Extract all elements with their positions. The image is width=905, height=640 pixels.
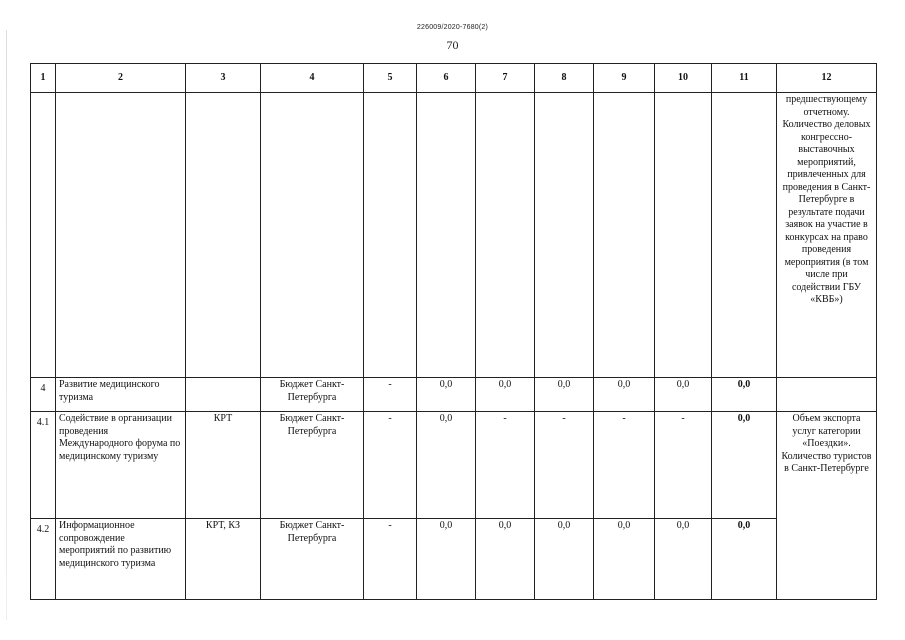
funding-source: Бюджет Санкт-Петербурга (261, 378, 364, 412)
executor: КРТ (186, 412, 261, 519)
col-header-7: 7 (476, 64, 535, 93)
row-number: 4.2 (31, 519, 56, 600)
value-col-6: 0,0 (417, 378, 476, 412)
value-col-9: 0,0 (594, 519, 655, 600)
value-col-5: - (364, 519, 417, 600)
measure-name: Содействие в организации проведения Международного форума по медицинскому туризму (56, 412, 186, 519)
measure-name: Развитие медицинского туризма (56, 378, 186, 412)
indicator (777, 378, 877, 412)
value-col-11: 0,0 (712, 519, 777, 600)
value-col-8: 0,0 (535, 519, 594, 600)
value-col-9: 0,0 (594, 378, 655, 412)
col-header-4: 4 (261, 64, 364, 93)
col-header-3: 3 (186, 64, 261, 93)
executor (186, 378, 261, 412)
row-number: 4.1 (31, 412, 56, 519)
value-col-5: - (364, 412, 417, 519)
value-col-11: 0,0 (712, 412, 777, 519)
col-header-8: 8 (535, 64, 594, 93)
funding-source: Бюджет Санкт-Петербурга (261, 519, 364, 600)
scan-edge-line (6, 30, 7, 620)
row-number: 4 (31, 378, 56, 412)
col-header-5: 5 (364, 64, 417, 93)
table-row (31, 412, 877, 519)
value-col-7: 0,0 (476, 378, 535, 412)
value-col-9: - (594, 412, 655, 519)
col-header-2: 2 (56, 64, 186, 93)
value-col-5: - (364, 378, 417, 412)
col-header-12: 12 (777, 64, 877, 93)
table-row (31, 519, 877, 600)
table-row-continuation (31, 93, 877, 378)
header-row (31, 64, 877, 93)
value-col-10: 0,0 (655, 378, 712, 412)
page-number: 70 (446, 38, 459, 52)
value-col-11: 0,0 (712, 378, 777, 412)
value-col-8: - (535, 412, 594, 519)
value-col-6: 0,0 (417, 412, 476, 519)
table-row (31, 378, 877, 412)
col-header-1: 1 (31, 64, 56, 93)
col-header-11: 11 (712, 64, 777, 93)
col-header-10: 10 (655, 64, 712, 93)
indicator-continuation-text: предшествующему отчетному. Количество деловых конгрессно-выставочных мероприятий, привлеченных для проведения в Санкт-Петербурге в результате подачи заявок на участие в конкурсах на право проведения мероприятия (в том числе при содействии ГБУ «КВБ») (777, 93, 877, 378)
col-header-9: 9 (594, 64, 655, 93)
value-col-7: 0,0 (476, 519, 535, 600)
document-id: 226009/2020-7680(2) (416, 24, 489, 31)
value-col-10: - (655, 412, 712, 519)
value-col-7: - (476, 412, 535, 519)
funding-source: Бюджет Санкт-Петербурга (261, 412, 364, 519)
value-col-8: 0,0 (535, 378, 594, 412)
measure-name: Информационное сопровождение мероприятий по развитию медицинского туризма (56, 519, 186, 600)
program-table (30, 63, 877, 600)
value-col-6: 0,0 (417, 519, 476, 600)
executor: КРТ, КЗ (186, 519, 261, 600)
value-col-10: 0,0 (655, 519, 712, 600)
col-header-6: 6 (417, 64, 476, 93)
indicator: Объем экспорта услуг категории «Поездки». Количество туристов в Санкт-Петербурге (777, 412, 877, 600)
